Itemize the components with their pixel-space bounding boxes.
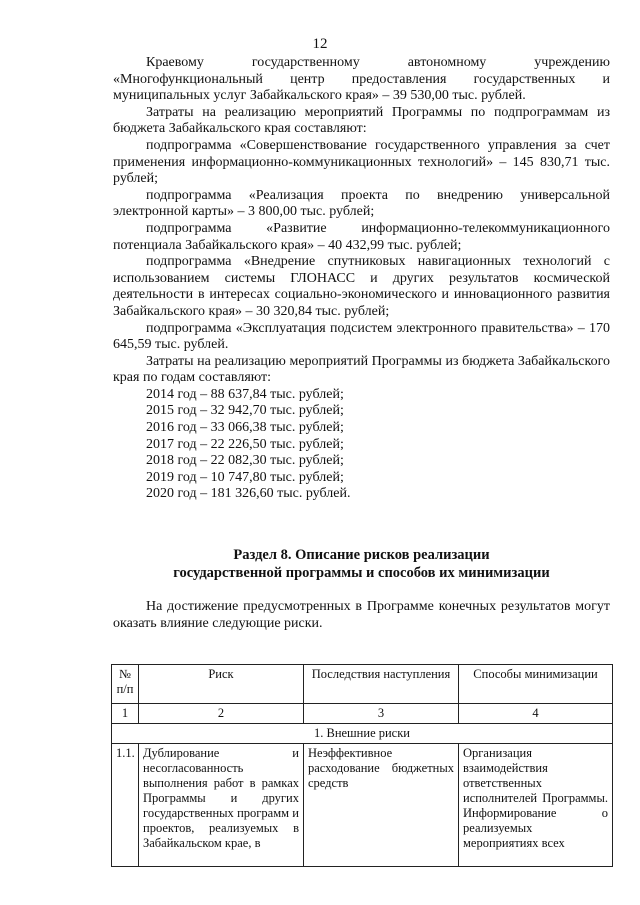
paragraph: подпрограмма «Эксплуатация подсистем электронного правительства» – 170 645,59 тыс. рублей. [113, 320, 610, 353]
year-line: 2019 год – 10 747,80 тыс. рублей; [146, 469, 344, 485]
table-header-row [112, 665, 613, 704]
year-line: 2020 год – 181 326,60 тыс. рублей. [146, 486, 351, 502]
section-title-line: Раздел 8. Описание рисков реализации [233, 547, 490, 563]
paragraph: подпрограмма «Реализация проекта по внедрению универсальной электронной карты» – 3 800,00 тыс. рублей; [113, 187, 610, 220]
header-cell-consequence: Последствия наступления [304, 665, 459, 704]
section-title-line: государственной программы и способов их минимизации [173, 565, 550, 581]
year-line: 2016 год – 33 066,38 тыс. рублей; [146, 420, 344, 436]
paragraph: подпрограмма «Совершенствование государственного управления за счет применения информационно-коммуникационных технологий» – 145 830,71 тыс. рублей; [113, 137, 610, 187]
year-line: 2015 год – 32 942,70 тыс. рублей; [146, 403, 344, 419]
column-number: 4 [459, 704, 613, 724]
group-title: 1. Внешние риски [112, 724, 613, 744]
consequence-cell: Неэффективное расходование бюджетных средств [304, 744, 459, 867]
year-line: 2018 год – 22 082,30 тыс. рублей; [146, 453, 344, 469]
paragraph: подпрограмма «Развитие информационно-телекоммуникационного потенциала Забайкальского края» – 40 432,99 тыс. рублей; [113, 220, 610, 253]
column-number: 3 [304, 704, 459, 724]
section-intro: На достижение предусмотренных в Программе конечных результатов могут оказать влияние следующие риски. [113, 599, 610, 631]
column-number: 1 [112, 704, 139, 724]
paragraph: Затраты на реализацию мероприятий Программы по подпрограммам из бюджета Забайкальского края составляют: [113, 104, 610, 137]
column-number: 2 [139, 704, 304, 724]
row-number: 1.1. [112, 744, 139, 867]
header-cell-risk: Риск [139, 665, 304, 704]
table-row [112, 744, 613, 867]
risks-table [111, 664, 613, 867]
year-line: 2017 год – 22 226,50 тыс. рублей; [146, 436, 344, 452]
column-number-row [112, 704, 613, 724]
header-cell-mitigation: Способы минимизации [459, 665, 613, 704]
document-body [113, 55, 610, 503]
group-row [112, 724, 613, 744]
paragraph: Затраты на реализацию мероприятий Программы из бюджета Забайкальского края по годам составляют: [113, 353, 610, 386]
mitigation-cell: Организация взаимодействия ответственных исполнителей Программы. Информирование о реализуемых мероприятиях всех [459, 744, 613, 867]
header-cell-number: № п/п [112, 665, 139, 704]
paragraph: Краевому государственному автономному учреждению «Многофункциональный центр предоставления государственных и муниципальных услуг Забайкальского края» – 39 530,00 тыс. рублей. [113, 55, 610, 104]
paragraph: подпрограмма «Внедрение спутниковых навигационных технологий с использованием системы ГЛОНАСС и других результатов космической деятельности в интересах социально-экономического и инновационного развития Забайкальского края» – 30 320,84 тыс. рублей; [113, 254, 610, 319]
section-heading [113, 546, 610, 582]
year-line: 2014 год – 88 637,84 тыс. рублей; [146, 386, 344, 402]
page-number: 12 [312, 36, 328, 52]
risk-cell: Дублирование и несогласованность выполнения работ в рамках Программы и других государственных программ и проектов, реализуемых в Забайкальском крае, в [139, 744, 304, 867]
